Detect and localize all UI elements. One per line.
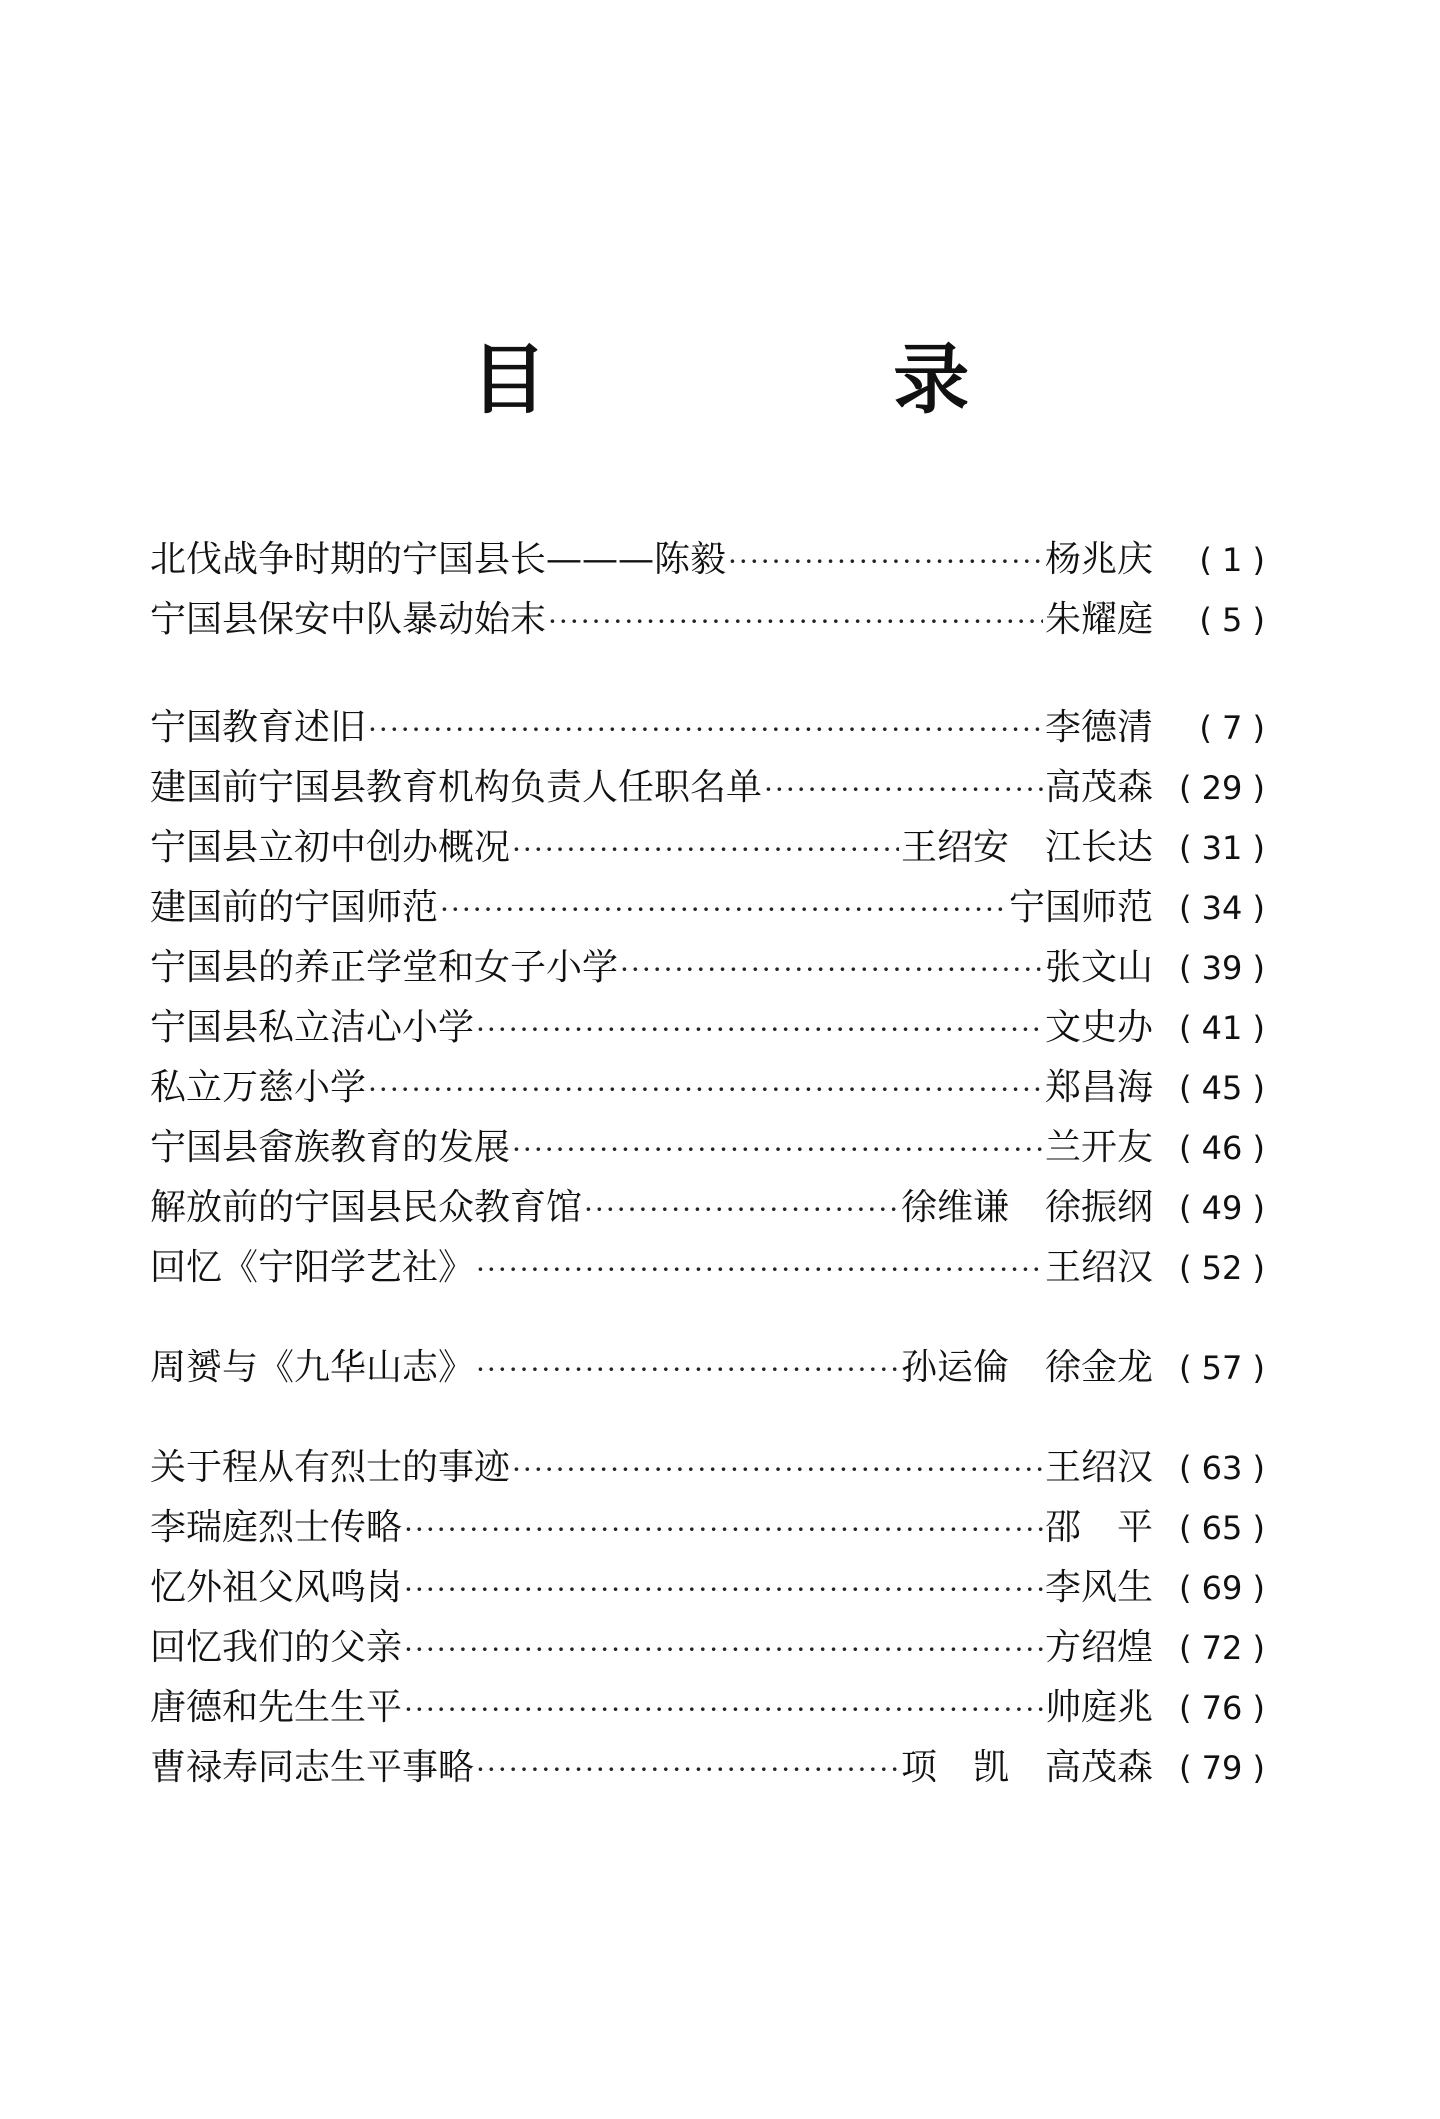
toc-entry[interactable]	[150, 1678, 1265, 1738]
entry-page: ( 29 )	[1178, 769, 1265, 807]
entry-author: 邵 平	[1044, 1507, 1153, 1548]
entry-page: ( 52 )	[1178, 1249, 1265, 1287]
entry-author: 王绍汉	[1044, 1247, 1153, 1288]
toc-entry[interactable]	[150, 1558, 1265, 1618]
dot-leader	[512, 1120, 1043, 1180]
dot-leader	[512, 820, 899, 880]
entry-title: 关于程从有烈士的事迹	[150, 1447, 511, 1488]
toc-entry[interactable]	[150, 1238, 1265, 1298]
entry-page: ( 79 )	[1178, 1749, 1265, 1787]
entry-page: ( 41 )	[1178, 1009, 1265, 1047]
entry-author: 文史办	[1044, 1007, 1153, 1048]
entry-author: 杨兆庆	[1044, 539, 1153, 580]
entry-title: 私立万慈小学	[150, 1067, 367, 1108]
dot-leader	[404, 1620, 1043, 1680]
entry-title: 宁国教育述旧	[150, 707, 367, 748]
entry-author: 宁国师范	[1008, 887, 1153, 928]
entry-author: 项 凯 高茂森	[900, 1747, 1153, 1788]
toc-entry[interactable]	[150, 938, 1265, 998]
entry-author: 张文山	[1044, 947, 1153, 988]
dot-leader	[404, 1560, 1043, 1620]
entry-title: 建国前的宁国师范	[150, 887, 439, 928]
toc-entry[interactable]	[150, 1058, 1265, 1118]
entry-page: ( 1 )	[1199, 541, 1265, 579]
toc-entry[interactable]	[150, 1338, 1265, 1398]
page-title: 目 录	[470, 335, 1130, 424]
entry-title: 周赟与《九华山志》	[150, 1347, 475, 1388]
entry-title: 李瑞庭烈士传略	[150, 1507, 403, 1548]
entry-title: 回忆《宁阳学艺社》	[150, 1247, 475, 1288]
dot-leader	[476, 1340, 899, 1400]
entry-author: 李德清	[1044, 707, 1153, 748]
dot-leader	[440, 880, 1007, 940]
toc-entry[interactable]	[150, 1618, 1265, 1678]
entry-author: 王绍汉	[1044, 1447, 1153, 1488]
dot-leader	[548, 592, 1043, 652]
dot-leader	[584, 1180, 899, 1240]
toc-entry[interactable]	[150, 1438, 1265, 1498]
entry-title: 建国前宁国县教育机构负责人任职名单	[150, 767, 763, 808]
dot-leader	[620, 940, 1043, 1000]
entry-author: 孙运倫 徐金龙	[900, 1347, 1153, 1388]
entry-title: 宁国县保安中队暴动始末	[150, 599, 547, 640]
entry-page: ( 34 )	[1178, 889, 1265, 927]
entry-title: 解放前的宁国县民众教育馆	[150, 1187, 583, 1228]
dot-leader	[476, 1000, 1043, 1060]
entry-title: 宁国县的养正学堂和女子小学	[150, 947, 619, 988]
toc-entry[interactable]	[150, 1498, 1265, 1558]
entry-page: ( 63 )	[1178, 1449, 1265, 1487]
entry-page: ( 31 )	[1178, 829, 1265, 867]
entry-author: 方绍煌	[1044, 1627, 1153, 1668]
entry-page: ( 57 )	[1178, 1349, 1265, 1387]
entry-page: ( 46 )	[1178, 1129, 1265, 1167]
dot-leader	[368, 700, 1043, 760]
toc-entry[interactable]	[150, 590, 1265, 650]
dot-leader	[368, 1060, 1043, 1120]
entry-title: 忆外祖父风鸣岗	[150, 1567, 403, 1608]
entry-page: ( 72 )	[1178, 1629, 1265, 1667]
dot-leader	[764, 760, 1043, 820]
entry-page: ( 45 )	[1178, 1069, 1265, 1107]
entry-author: 徐维谦 徐振纲	[900, 1187, 1153, 1228]
entry-title: 回忆我们的父亲	[150, 1627, 403, 1668]
toc-entry[interactable]	[150, 698, 1265, 758]
dot-leader	[512, 1440, 1043, 1500]
entry-author: 朱耀庭	[1044, 599, 1153, 640]
entry-author: 高茂森	[1044, 767, 1153, 808]
entry-page: ( 69 )	[1178, 1569, 1265, 1607]
entry-page: ( 76 )	[1178, 1689, 1265, 1727]
entry-page: ( 5 )	[1199, 601, 1265, 639]
dot-leader	[476, 1240, 1043, 1300]
entry-page: ( 65 )	[1178, 1509, 1265, 1547]
entry-title: 北伐战争时期的宁国县长———陈毅	[150, 539, 727, 580]
entry-title: 宁国县私立洁心小学	[150, 1007, 475, 1048]
entry-page: ( 39 )	[1178, 949, 1265, 987]
entry-page: ( 49 )	[1178, 1189, 1265, 1227]
toc-entry[interactable]	[150, 1178, 1265, 1238]
toc-entry[interactable]	[150, 998, 1265, 1058]
entry-title: 宁国县畲族教育的发展	[150, 1127, 511, 1168]
dot-leader	[476, 1740, 899, 1800]
toc-entry[interactable]	[150, 1738, 1265, 1798]
toc-entry[interactable]	[150, 1118, 1265, 1178]
entry-author: 帅庭兆	[1044, 1687, 1153, 1728]
toc-entry[interactable]	[150, 878, 1265, 938]
entry-author: 李风生	[1044, 1567, 1153, 1608]
dot-leader	[728, 532, 1043, 592]
table-of-contents	[150, 530, 1265, 1798]
dot-leader	[404, 1680, 1043, 1740]
entry-author: 郑昌海	[1044, 1067, 1153, 1108]
entry-author: 王绍安 江长达	[900, 827, 1153, 868]
entry-title: 唐德和先生生平	[150, 1687, 403, 1728]
toc-entry[interactable]	[150, 758, 1265, 818]
entry-author: 兰开友	[1044, 1127, 1153, 1168]
entry-page: ( 7 )	[1199, 709, 1265, 747]
entry-title: 曹禄寿同志生平事略	[150, 1747, 475, 1788]
toc-entry[interactable]	[150, 530, 1265, 590]
dot-leader	[404, 1500, 1043, 1560]
toc-entry[interactable]	[150, 818, 1265, 878]
entry-title: 宁国县立初中创办概况	[150, 827, 511, 868]
